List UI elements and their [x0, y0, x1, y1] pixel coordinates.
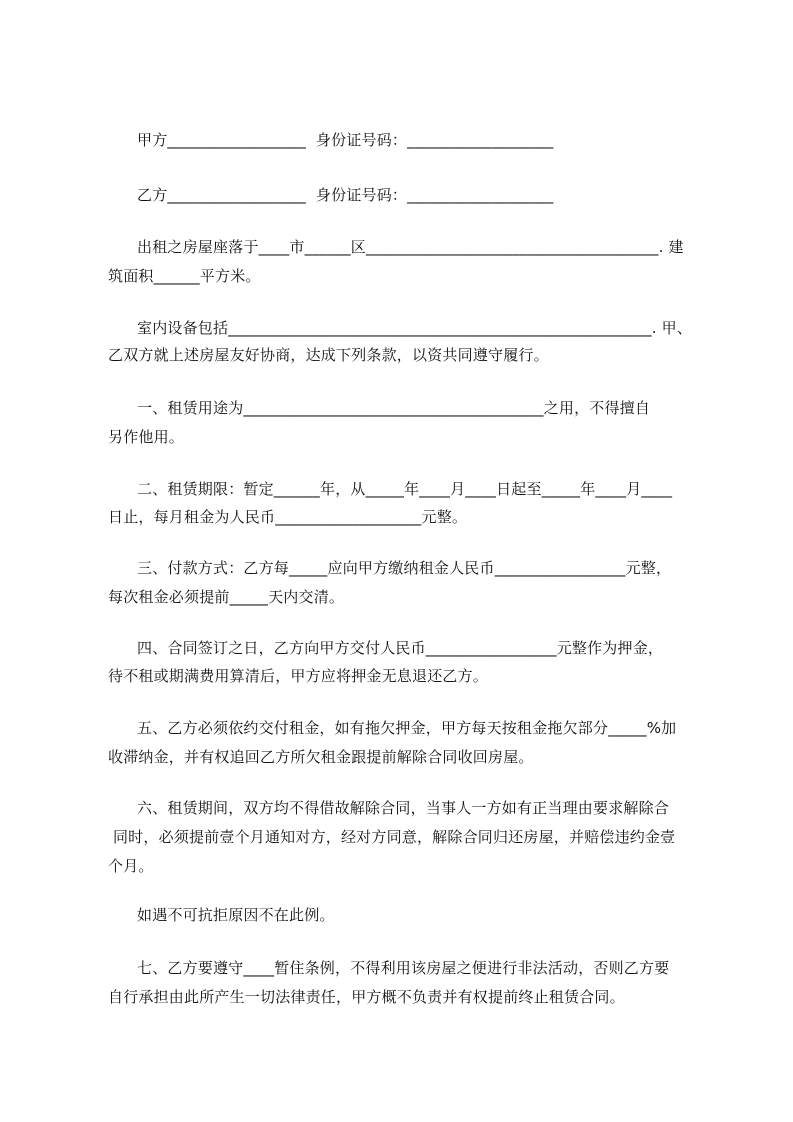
clause-5-line-1: 五、乙方必须依约交付租金，如有拖欠押金，甲方每天按租金拖欠部分_____%加	[137, 719, 677, 737]
equipment-clause-line-1: 室内设备包括_______________________________________________________. 甲、	[137, 319, 693, 337]
clause-7-line-2: 自行承担由此所产生一切法律责任，甲方概不负责并有权提前终止租赁合同。	[108, 988, 625, 1006]
clause-1-line-2: 另作他用。	[108, 428, 185, 446]
location-clause-line-1: 出租之房屋座落于____市______区______________________________________. 建	[137, 238, 684, 256]
clause-4-line-1: 四、合同签订之日，乙方向甲方交付人民币_________________元整作为押金，	[137, 639, 664, 657]
force-majeure-line: 如遇不可抗拒原因不在此例。	[137, 906, 335, 924]
location-clause-line-2: 筑面积______平方米。	[108, 267, 261, 285]
clause-2-line-1: 二、租赁期限：暂定______年，从_____年____月____日起至_____年____月____	[137, 480, 673, 498]
clause-7-line-1: 七、乙方要遵守____暂住条例，不得利用该房屋之便进行非法活动，否则乙方要	[137, 959, 670, 977]
equipment-clause-line-2: 乙双方就上述房屋友好协商，达成下列条款，以资共同遵守履行。	[108, 346, 549, 364]
party-a-line: 甲方__________________ 身份证号码：___________________	[137, 131, 554, 149]
clause-6-line-2: 同时，必须提前壹个月通知对方，经对方同意，解除合同归还房屋，并赔偿违约金壹	[108, 828, 676, 846]
clause-6-line-1: 六、租赁期间，双方均不得借故解除合同，当事人一方如有正当理由要求解除合	[137, 799, 670, 817]
clause-4-line-2: 待不租或期满费用算清后，甲方应将押金无息退还乙方。	[108, 667, 489, 685]
clause-1-line-1: 一、租赁用途为_______________________________________之用，不得擅自	[137, 399, 651, 417]
clause-5-line-2: 收滞纳金，并有权追回乙方所欠租金跟提前解除合同收回房屋。	[108, 748, 534, 766]
clause-3-line-1: 三、付款方式：乙方每_____应向甲方缴纳租金人民币_________________元整，	[137, 559, 672, 577]
clause-2-line-2: 日止，每月租金为人民币___________________元整。	[108, 508, 468, 526]
clause-6-line-3: 个月。	[108, 857, 154, 875]
clause-3-line-2: 每次租金必须提前_____天内交清。	[108, 588, 345, 606]
party-b-line: 乙方__________________ 身份证号码：___________________	[137, 186, 554, 204]
